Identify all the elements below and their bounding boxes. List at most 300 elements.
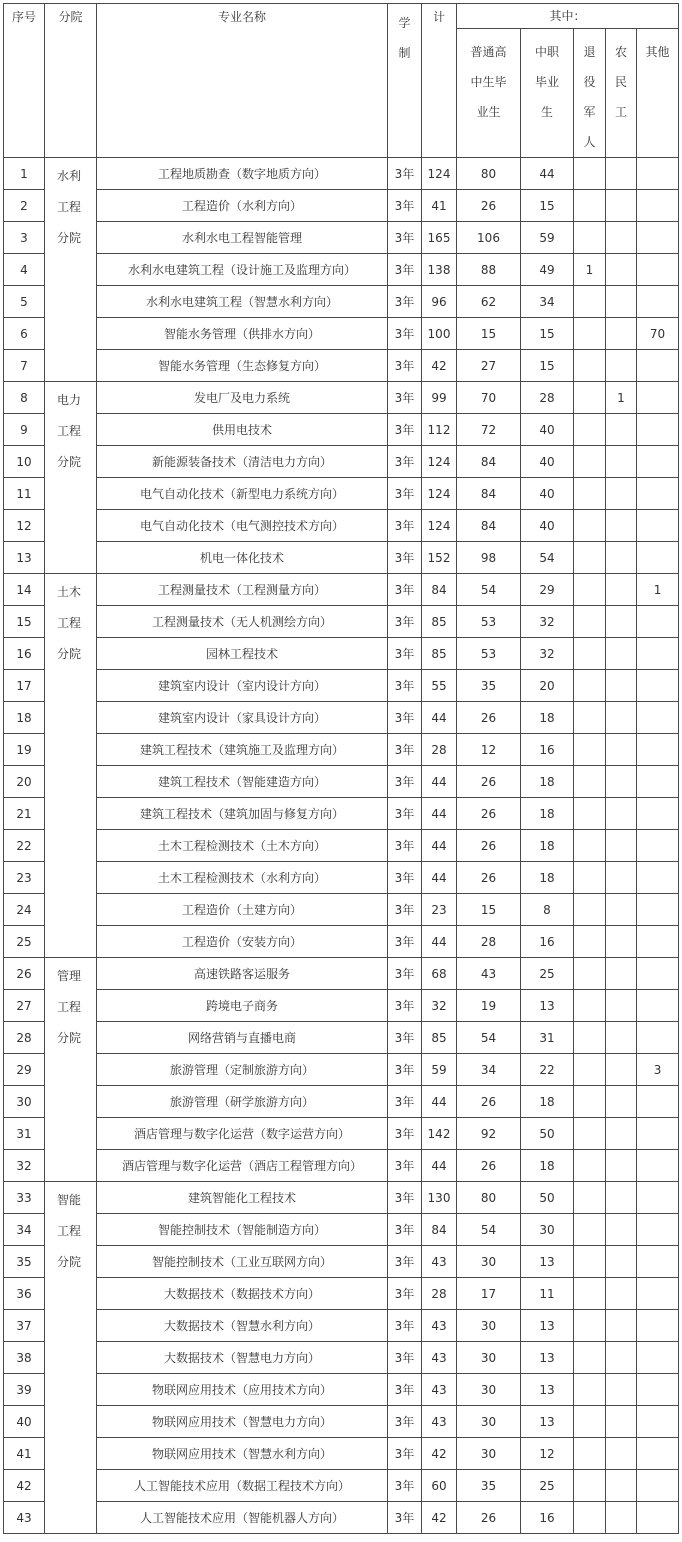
high-school-cell: 80 [457, 1182, 521, 1214]
total-cell: 28 [422, 734, 457, 766]
total-cell: 43 [422, 1374, 457, 1406]
veteran-cell [574, 1310, 606, 1342]
vocational-cell: 13 [521, 990, 574, 1022]
table-row [4, 1406, 679, 1438]
seq-cell: 38 [4, 1342, 45, 1374]
vocational-cell: 54 [521, 542, 574, 574]
dept-name-part: 分院 [57, 647, 82, 661]
migrant-cell [606, 478, 637, 510]
other-cell [637, 702, 679, 734]
table-row [4, 478, 679, 510]
vocational-cell: 22 [521, 1054, 574, 1086]
vocational-cell: 18 [521, 862, 574, 894]
years-cell: 3年 [388, 606, 422, 638]
other-cell [637, 638, 679, 670]
vocational-cell: 49 [521, 254, 574, 286]
dept-name-part: 土木 [57, 585, 82, 599]
high-school-cell: 26 [457, 190, 521, 222]
seq-cell: 33 [4, 1182, 45, 1214]
vocational-cell: 28 [521, 382, 574, 414]
years-cell: 3年 [388, 862, 422, 894]
years-cell: 3年 [388, 1054, 422, 1086]
total-cell: 44 [422, 926, 457, 958]
dept-name-part: 工程 [57, 1224, 82, 1238]
total-cell: 130 [422, 1182, 457, 1214]
other-cell [637, 990, 679, 1022]
other-cell [637, 542, 679, 574]
dept-name-part: 管理 [57, 969, 82, 983]
veteran-cell [574, 222, 606, 254]
header-high-school: 普通高 中生毕 业生 [457, 29, 521, 158]
vocational-cell: 25 [521, 1470, 574, 1502]
total-cell: 41 [422, 190, 457, 222]
years-cell: 3年 [388, 734, 422, 766]
years-cell: 3年 [388, 1182, 422, 1214]
veteran-cell [574, 1086, 606, 1118]
years-cell: 3年 [388, 1374, 422, 1406]
other-cell [637, 958, 679, 990]
seq-cell: 34 [4, 1214, 45, 1246]
dept-name-part: 分院 [57, 1031, 82, 1045]
table-row [4, 1182, 679, 1214]
veteran-cell [574, 734, 606, 766]
dept-name-part: 工程 [57, 200, 82, 214]
veteran-cell [574, 862, 606, 894]
major-cell: 建筑室内设计（室内设计方向） [97, 670, 388, 702]
major-cell: 大数据技术（智慧电力方向） [97, 1342, 388, 1374]
veteran-cell [574, 830, 606, 862]
migrant-cell [606, 190, 637, 222]
seq-cell: 11 [4, 478, 45, 510]
veteran-cell [574, 158, 606, 190]
table-row [4, 542, 679, 574]
years-cell: 3年 [388, 574, 422, 606]
major-cell: 水利水电建筑工程（设计施工及监理方向） [97, 254, 388, 286]
seq-cell: 20 [4, 766, 45, 798]
other-cell [637, 446, 679, 478]
years-cell: 3年 [388, 446, 422, 478]
years-cell: 3年 [388, 158, 422, 190]
veteran-cell [574, 1214, 606, 1246]
header-vocational: 中职 毕业 生 [521, 29, 574, 158]
major-cell: 土木工程检测技术（水利方向） [97, 862, 388, 894]
other-cell [637, 734, 679, 766]
years-cell: 3年 [388, 766, 422, 798]
vocational-cell: 18 [521, 798, 574, 830]
veteran-cell [574, 1054, 606, 1086]
years-cell: 3年 [388, 1310, 422, 1342]
other-cell [637, 1086, 679, 1118]
vocational-cell: 16 [521, 734, 574, 766]
high-school-cell: 28 [457, 926, 521, 958]
seq-cell: 6 [4, 318, 45, 350]
other-cell [637, 1310, 679, 1342]
vocational-cell: 13 [521, 1406, 574, 1438]
veteran-cell [574, 1406, 606, 1438]
seq-cell: 12 [4, 510, 45, 542]
veteran-cell [574, 318, 606, 350]
header-other: 其他 [637, 29, 679, 158]
other-cell: 3 [637, 1054, 679, 1086]
dept-cell [45, 158, 97, 382]
major-cell: 建筑智能化工程技术 [97, 1182, 388, 1214]
header-years-char: 制 [398, 46, 411, 60]
other-cell [637, 926, 679, 958]
migrant-cell [606, 1406, 637, 1438]
years-cell: 3年 [388, 542, 422, 574]
total-cell: 138 [422, 254, 457, 286]
high-school-cell: 54 [457, 1214, 521, 1246]
other-cell [637, 894, 679, 926]
table-row [4, 414, 679, 446]
seq-cell: 2 [4, 190, 45, 222]
total-cell: 85 [422, 638, 457, 670]
high-school-cell: 98 [457, 542, 521, 574]
high-school-cell: 30 [457, 1246, 521, 1278]
vocational-cell: 18 [521, 702, 574, 734]
total-cell: 43 [422, 1246, 457, 1278]
other-cell [637, 510, 679, 542]
years-cell: 3年 [388, 670, 422, 702]
veteran-cell: 1 [574, 254, 606, 286]
seq-cell: 29 [4, 1054, 45, 1086]
years-cell: 3年 [388, 638, 422, 670]
table-row [4, 510, 679, 542]
total-cell: 165 [422, 222, 457, 254]
vocational-cell: 44 [521, 158, 574, 190]
table-row [4, 222, 679, 254]
table-row [4, 734, 679, 766]
vocational-cell: 50 [521, 1118, 574, 1150]
high-school-cell: 30 [457, 1310, 521, 1342]
migrant-cell [606, 766, 637, 798]
years-cell: 3年 [388, 1502, 422, 1534]
veteran-cell [574, 1246, 606, 1278]
veteran-cell [574, 286, 606, 318]
other-cell [637, 478, 679, 510]
migrant-cell [606, 926, 637, 958]
other-cell [637, 1246, 679, 1278]
veteran-cell [574, 766, 606, 798]
high-school-cell: 88 [457, 254, 521, 286]
seq-cell: 16 [4, 638, 45, 670]
high-school-cell: 15 [457, 318, 521, 350]
vocational-cell: 11 [521, 1278, 574, 1310]
veteran-cell [574, 798, 606, 830]
other-cell [637, 766, 679, 798]
migrant-cell [606, 638, 637, 670]
total-cell: 44 [422, 1086, 457, 1118]
major-cell: 酒店管理与数字化运营（酒店工程管理方向） [97, 1150, 388, 1182]
seq-cell: 8 [4, 382, 45, 414]
total-cell: 99 [422, 382, 457, 414]
vocational-cell: 18 [521, 1086, 574, 1118]
dept-name-part: 工程 [57, 616, 82, 630]
vocational-cell: 8 [521, 894, 574, 926]
veteran-cell [574, 1342, 606, 1374]
years-cell: 3年 [388, 990, 422, 1022]
table-row [4, 1086, 679, 1118]
seq-cell: 37 [4, 1310, 45, 1342]
years-cell: 3年 [388, 830, 422, 862]
other-cell [637, 1022, 679, 1054]
migrant-cell [606, 702, 637, 734]
major-cell: 大数据技术（智慧水利方向） [97, 1310, 388, 1342]
high-school-cell: 26 [457, 1502, 521, 1534]
header-years-char: 学 [398, 16, 411, 30]
major-cell: 新能源装备技术（清洁电力方向） [97, 446, 388, 478]
table-row [4, 1502, 679, 1534]
major-cell: 工程造价（安装方向） [97, 926, 388, 958]
vocational-cell: 29 [521, 574, 574, 606]
vocational-cell: 40 [521, 510, 574, 542]
total-cell: 43 [422, 1406, 457, 1438]
major-cell: 物联网应用技术（智慧电力方向） [97, 1406, 388, 1438]
major-cell: 电气自动化技术（电气测控技术方向） [97, 510, 388, 542]
vocational-cell: 13 [521, 1310, 574, 1342]
total-cell: 84 [422, 574, 457, 606]
high-school-cell: 34 [457, 1054, 521, 1086]
migrant-cell [606, 1182, 637, 1214]
vocational-cell: 18 [521, 1150, 574, 1182]
dept-cell [45, 574, 97, 958]
veteran-cell [574, 1150, 606, 1182]
years-cell: 3年 [388, 1342, 422, 1374]
migrant-cell [606, 1502, 637, 1534]
header-among: 其中： [457, 4, 679, 29]
years-cell: 3年 [388, 894, 422, 926]
veteran-cell [574, 926, 606, 958]
dept-name-part: 分院 [57, 455, 82, 469]
dept-name-part: 分院 [57, 231, 82, 245]
total-cell: 68 [422, 958, 457, 990]
high-school-cell: 17 [457, 1278, 521, 1310]
other-cell [637, 158, 679, 190]
major-cell: 发电厂及电力系统 [97, 382, 388, 414]
veteran-cell [574, 1118, 606, 1150]
years-cell: 3年 [388, 478, 422, 510]
vocational-cell: 15 [521, 318, 574, 350]
veteran-cell [574, 382, 606, 414]
veteran-cell [574, 574, 606, 606]
major-cell: 工程测量技术（工程测量方向） [97, 574, 388, 606]
veteran-cell [574, 670, 606, 702]
table-row [4, 1374, 679, 1406]
major-cell: 电气自动化技术（新型电力系统方向） [97, 478, 388, 510]
major-cell: 人工智能技术应用（数据工程技术方向） [97, 1470, 388, 1502]
major-cell: 旅游管理（定制旅游方向） [97, 1054, 388, 1086]
major-cell: 水利水电建筑工程（智慧水利方向） [97, 286, 388, 318]
vocational-cell: 20 [521, 670, 574, 702]
high-school-cell: 54 [457, 574, 521, 606]
total-cell: 124 [422, 158, 457, 190]
migrant-cell [606, 350, 637, 382]
high-school-cell: 15 [457, 894, 521, 926]
dept-name-part: 水利 [57, 169, 82, 183]
total-cell: 96 [422, 286, 457, 318]
migrant-cell [606, 830, 637, 862]
migrant-cell [606, 1342, 637, 1374]
major-cell: 物联网应用技术（应用技术方向） [97, 1374, 388, 1406]
high-school-cell: 26 [457, 1150, 521, 1182]
dept-name-part: 分院 [57, 1255, 82, 1269]
high-school-cell: 30 [457, 1342, 521, 1374]
vocational-cell: 40 [521, 446, 574, 478]
high-school-cell: 53 [457, 638, 521, 670]
years-cell: 3年 [388, 798, 422, 830]
dept-name-part: 工程 [57, 1000, 82, 1014]
seq-cell: 41 [4, 1438, 45, 1470]
table-row [4, 446, 679, 478]
veteran-cell [574, 542, 606, 574]
other-cell [637, 190, 679, 222]
high-school-cell: 84 [457, 446, 521, 478]
migrant-cell [606, 254, 637, 286]
seq-cell: 13 [4, 542, 45, 574]
total-cell: 42 [422, 1438, 457, 1470]
seq-cell: 36 [4, 1278, 45, 1310]
migrant-cell [606, 798, 637, 830]
veteran-cell [574, 1182, 606, 1214]
high-school-cell: 26 [457, 830, 521, 862]
other-cell [637, 286, 679, 318]
vocational-cell: 12 [521, 1438, 574, 1470]
dept-cell [45, 958, 97, 1182]
years-cell: 3年 [388, 1118, 422, 1150]
veteran-cell [574, 414, 606, 446]
table-row [4, 1310, 679, 1342]
vocational-cell: 18 [521, 766, 574, 798]
years-cell: 3年 [388, 1086, 422, 1118]
vocational-cell: 18 [521, 830, 574, 862]
other-cell [637, 862, 679, 894]
table-row [4, 894, 679, 926]
total-cell: 124 [422, 478, 457, 510]
total-cell: 152 [422, 542, 457, 574]
high-school-cell: 62 [457, 286, 521, 318]
migrant-cell [606, 574, 637, 606]
vocational-cell: 13 [521, 1342, 574, 1374]
header-veteran: 退 役 军 人 [574, 29, 606, 158]
seq-cell: 32 [4, 1150, 45, 1182]
high-school-cell: 26 [457, 1086, 521, 1118]
other-cell [637, 1374, 679, 1406]
major-cell: 旅游管理（研学旅游方向） [97, 1086, 388, 1118]
header-seq: 序号 [4, 4, 45, 158]
total-cell: 42 [422, 350, 457, 382]
veteran-cell [574, 1502, 606, 1534]
vocational-cell: 32 [521, 638, 574, 670]
years-cell: 3年 [388, 958, 422, 990]
table-row [4, 766, 679, 798]
dept-cell [45, 382, 97, 574]
major-cell: 物联网应用技术（智慧水利方向） [97, 1438, 388, 1470]
high-school-cell: 70 [457, 382, 521, 414]
major-cell: 工程测量技术（无人机测绘方向） [97, 606, 388, 638]
major-cell: 工程造价（水利方向） [97, 190, 388, 222]
years-cell: 3年 [388, 1278, 422, 1310]
seq-cell: 14 [4, 574, 45, 606]
years-cell: 3年 [388, 1438, 422, 1470]
table-row [4, 286, 679, 318]
total-cell: 43 [422, 1342, 457, 1374]
other-cell [637, 1182, 679, 1214]
vocational-cell: 13 [521, 1246, 574, 1278]
migrant-cell [606, 1054, 637, 1086]
vocational-cell: 59 [521, 222, 574, 254]
dept-cell [45, 1182, 97, 1534]
seq-cell: 1 [4, 158, 45, 190]
veteran-cell [574, 350, 606, 382]
migrant-cell [606, 222, 637, 254]
migrant-cell [606, 862, 637, 894]
table-row [4, 862, 679, 894]
major-cell: 跨境电子商务 [97, 990, 388, 1022]
table-row [4, 990, 679, 1022]
vocational-cell: 50 [521, 1182, 574, 1214]
veteran-cell [574, 990, 606, 1022]
seq-cell: 27 [4, 990, 45, 1022]
veteran-cell [574, 1374, 606, 1406]
veteran-cell [574, 638, 606, 670]
header-total: 计 [422, 4, 457, 158]
high-school-cell: 30 [457, 1438, 521, 1470]
dept-name-part: 智能 [57, 1193, 82, 1207]
table-row [4, 574, 679, 606]
migrant-cell [606, 446, 637, 478]
major-cell: 工程地质勘查（数字地质方向） [97, 158, 388, 190]
migrant-cell [606, 1374, 637, 1406]
vocational-cell: 15 [521, 350, 574, 382]
veteran-cell [574, 894, 606, 926]
table-row [4, 798, 679, 830]
years-cell: 3年 [388, 510, 422, 542]
vocational-cell: 15 [521, 190, 574, 222]
years-cell: 3年 [388, 318, 422, 350]
other-cell [637, 1470, 679, 1502]
vocational-cell: 16 [521, 1502, 574, 1534]
table-row [4, 606, 679, 638]
major-cell: 建筑工程技术（建筑施工及监理方向） [97, 734, 388, 766]
header-years [388, 4, 422, 158]
major-cell: 高速铁路客运服务 [97, 958, 388, 990]
table-row [4, 1246, 679, 1278]
major-cell: 酒店管理与数字化运营（数字运营方向） [97, 1118, 388, 1150]
veteran-cell [574, 190, 606, 222]
other-cell [637, 222, 679, 254]
header-dept: 分院 [45, 4, 97, 158]
major-cell: 园林工程技术 [97, 638, 388, 670]
major-cell: 建筑工程技术（建筑加固与修复方向） [97, 798, 388, 830]
table-row [4, 190, 679, 222]
years-cell: 3年 [388, 222, 422, 254]
high-school-cell: 19 [457, 990, 521, 1022]
major-cell: 智能控制技术（工业互联网方向） [97, 1246, 388, 1278]
high-school-cell: 84 [457, 478, 521, 510]
total-cell: 44 [422, 830, 457, 862]
high-school-cell: 84 [457, 510, 521, 542]
table-row [4, 1278, 679, 1310]
table-row [4, 1054, 679, 1086]
migrant-cell [606, 1086, 637, 1118]
years-cell: 3年 [388, 1022, 422, 1054]
years-cell: 3年 [388, 702, 422, 734]
total-cell: 28 [422, 1278, 457, 1310]
other-cell [637, 1342, 679, 1374]
table-row [4, 1470, 679, 1502]
major-cell: 人工智能技术应用（智能机器人方向） [97, 1502, 388, 1534]
major-cell: 土木工程检测技术（土木方向） [97, 830, 388, 862]
